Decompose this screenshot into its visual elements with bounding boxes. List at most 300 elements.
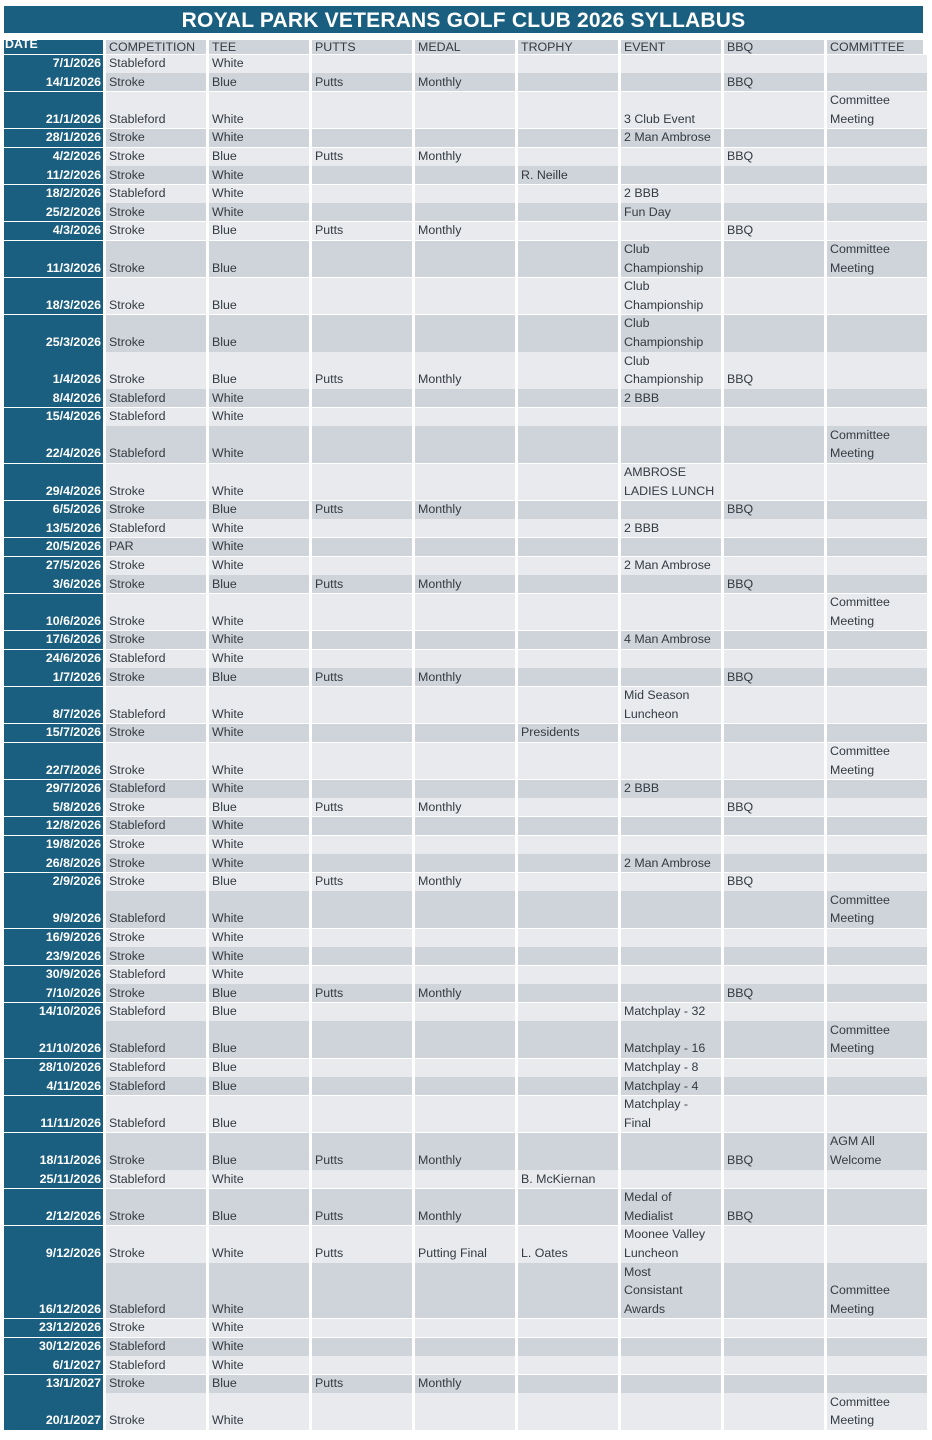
cell-trophy[interactable] — [518, 594, 618, 631]
cell-putts[interactable] — [312, 1319, 412, 1337]
cell-putts[interactable] — [312, 1170, 412, 1188]
cell-bbq[interactable] — [724, 278, 824, 315]
cell-medal[interactable] — [415, 631, 515, 649]
cell-event[interactable] — [621, 92, 721, 129]
cell-committee[interactable] — [827, 278, 927, 315]
cell-event[interactable] — [621, 724, 721, 742]
cell-bbq[interactable] — [724, 966, 824, 984]
cell-competition[interactable] — [106, 464, 206, 501]
cell-competition[interactable] — [106, 873, 206, 891]
cell-tee[interactable] — [209, 315, 309, 352]
cell-event[interactable] — [621, 1263, 721, 1318]
cell-date[interactable] — [4, 185, 103, 203]
cell-bbq[interactable] — [724, 1077, 824, 1095]
cell-trophy[interactable] — [518, 241, 618, 278]
cell-putts[interactable] — [312, 687, 412, 724]
cell-event[interactable] — [621, 278, 721, 315]
cell-trophy[interactable] — [518, 166, 618, 184]
cell-trophy[interactable] — [518, 873, 618, 891]
cell-medal[interactable] — [415, 594, 515, 631]
cell-event[interactable] — [621, 241, 721, 278]
cell-bbq[interactable] — [724, 1356, 824, 1374]
cell-competition[interactable] — [106, 408, 206, 426]
cell-event[interactable] — [621, 1393, 721, 1430]
cell-medal[interactable] — [415, 947, 515, 965]
cell-medal[interactable] — [415, 1356, 515, 1374]
cell-competition[interactable] — [106, 1096, 206, 1133]
cell-trophy[interactable] — [518, 389, 618, 407]
cell-trophy[interactable] — [518, 352, 618, 389]
cell-competition[interactable] — [106, 594, 206, 631]
cell-event[interactable] — [621, 1226, 721, 1263]
cell-event[interactable] — [621, 929, 721, 947]
cell-trophy[interactable] — [518, 631, 618, 649]
cell-committee[interactable] — [827, 668, 927, 686]
cell-date[interactable] — [4, 1375, 103, 1393]
cell-putts[interactable] — [312, 631, 412, 649]
cell-date[interactable] — [4, 668, 103, 686]
cell-trophy[interactable] — [518, 817, 618, 835]
cell-tee[interactable] — [209, 929, 309, 947]
cell-competition[interactable] — [106, 1226, 206, 1263]
cell-putts[interactable] — [312, 1096, 412, 1133]
cell-tee[interactable] — [209, 780, 309, 798]
cell-committee[interactable] — [827, 1263, 927, 1318]
cell-trophy[interactable] — [518, 668, 618, 686]
cell-tee[interactable] — [209, 1059, 309, 1077]
cell-competition[interactable] — [106, 1170, 206, 1188]
cell-medal[interactable] — [415, 73, 515, 91]
cell-tee[interactable] — [209, 1133, 309, 1170]
cell-tee[interactable] — [209, 538, 309, 556]
cell-date[interactable] — [4, 73, 103, 91]
cell-tee[interactable] — [209, 873, 309, 891]
cell-tee[interactable] — [209, 1096, 309, 1133]
cell-tee[interactable] — [209, 1003, 309, 1021]
cell-putts[interactable] — [312, 594, 412, 631]
cell-tee[interactable] — [209, 1226, 309, 1263]
cell-committee[interactable] — [827, 148, 927, 166]
cell-date[interactable] — [4, 873, 103, 891]
cell-bbq[interactable] — [724, 854, 824, 872]
cell-tee[interactable] — [209, 817, 309, 835]
cell-trophy[interactable] — [518, 148, 618, 166]
cell-bbq[interactable] — [724, 203, 824, 221]
cell-event[interactable] — [621, 1021, 721, 1058]
cell-event[interactable] — [621, 185, 721, 203]
cell-tee[interactable] — [209, 203, 309, 221]
cell-putts[interactable] — [312, 185, 412, 203]
cell-competition[interactable] — [106, 519, 206, 537]
cell-bbq[interactable] — [724, 519, 824, 537]
cell-date[interactable] — [4, 780, 103, 798]
cell-tee[interactable] — [209, 947, 309, 965]
cell-trophy[interactable] — [518, 929, 618, 947]
cell-medal[interactable] — [415, 352, 515, 389]
cell-date[interactable] — [4, 519, 103, 537]
cell-date[interactable] — [4, 1338, 103, 1356]
cell-tee[interactable] — [209, 185, 309, 203]
cell-competition[interactable] — [106, 148, 206, 166]
cell-date[interactable] — [4, 389, 103, 407]
cell-putts[interactable] — [312, 854, 412, 872]
cell-tee[interactable] — [209, 129, 309, 147]
cell-committee[interactable] — [827, 1375, 927, 1393]
cell-competition[interactable] — [106, 724, 206, 742]
cell-bbq[interactable] — [724, 73, 824, 91]
cell-committee[interactable] — [827, 1226, 927, 1263]
cell-tee[interactable] — [209, 92, 309, 129]
column-header-putts[interactable]: PUTTS — [312, 40, 412, 54]
cell-competition[interactable] — [106, 854, 206, 872]
cell-committee[interactable] — [827, 389, 927, 407]
cell-date[interactable] — [4, 222, 103, 240]
cell-committee[interactable] — [827, 780, 927, 798]
cell-trophy[interactable] — [518, 854, 618, 872]
cell-medal[interactable] — [415, 817, 515, 835]
cell-medal[interactable] — [415, 278, 515, 315]
cell-trophy[interactable] — [518, 798, 618, 816]
cell-date[interactable] — [4, 1021, 103, 1058]
cell-tee[interactable] — [209, 166, 309, 184]
cell-trophy[interactable] — [518, 1226, 618, 1263]
cell-trophy[interactable] — [518, 92, 618, 129]
cell-putts[interactable] — [312, 984, 412, 1002]
cell-committee[interactable] — [827, 166, 927, 184]
cell-trophy[interactable] — [518, 408, 618, 426]
cell-event[interactable] — [621, 148, 721, 166]
cell-competition[interactable] — [106, 631, 206, 649]
cell-committee[interactable] — [827, 836, 927, 854]
cell-bbq[interactable] — [724, 575, 824, 593]
cell-competition[interactable] — [106, 185, 206, 203]
cell-tee[interactable] — [209, 594, 309, 631]
cell-trophy[interactable] — [518, 984, 618, 1002]
cell-event[interactable] — [621, 966, 721, 984]
cell-event[interactable] — [621, 538, 721, 556]
cell-medal[interactable] — [415, 315, 515, 352]
cell-competition[interactable] — [106, 984, 206, 1002]
cell-event[interactable] — [621, 222, 721, 240]
cell-trophy[interactable] — [518, 1133, 618, 1170]
cell-competition[interactable] — [106, 798, 206, 816]
cell-date[interactable] — [4, 166, 103, 184]
cell-committee[interactable] — [827, 798, 927, 816]
cell-event[interactable] — [621, 1319, 721, 1337]
cell-date[interactable] — [4, 203, 103, 221]
cell-event[interactable] — [621, 1375, 721, 1393]
cell-putts[interactable] — [312, 73, 412, 91]
cell-trophy[interactable] — [518, 557, 618, 575]
cell-bbq[interactable] — [724, 798, 824, 816]
cell-tee[interactable] — [209, 984, 309, 1002]
cell-date[interactable] — [4, 1170, 103, 1188]
cell-competition[interactable] — [106, 501, 206, 519]
cell-putts[interactable] — [312, 650, 412, 668]
cell-competition[interactable] — [106, 966, 206, 984]
cell-competition[interactable] — [106, 73, 206, 91]
cell-date[interactable] — [4, 1226, 103, 1263]
cell-medal[interactable] — [415, 1133, 515, 1170]
cell-putts[interactable] — [312, 966, 412, 984]
cell-date[interactable] — [4, 1319, 103, 1337]
cell-event[interactable] — [621, 947, 721, 965]
cell-tee[interactable] — [209, 1189, 309, 1226]
cell-committee[interactable] — [827, 1059, 927, 1077]
cell-committee[interactable] — [827, 464, 927, 501]
cell-medal[interactable] — [415, 650, 515, 668]
cell-committee[interactable] — [827, 743, 927, 780]
cell-bbq[interactable] — [724, 1393, 824, 1430]
cell-bbq[interactable] — [724, 464, 824, 501]
cell-date[interactable] — [4, 1189, 103, 1226]
cell-bbq[interactable] — [724, 1170, 824, 1188]
cell-trophy[interactable] — [518, 203, 618, 221]
cell-committee[interactable] — [827, 1319, 927, 1337]
cell-putts[interactable] — [312, 1393, 412, 1430]
cell-competition[interactable] — [106, 538, 206, 556]
cell-tee[interactable] — [209, 408, 309, 426]
cell-date[interactable] — [4, 743, 103, 780]
cell-event[interactable] — [621, 1338, 721, 1356]
cell-date[interactable] — [4, 1356, 103, 1374]
cell-medal[interactable] — [415, 743, 515, 780]
cell-putts[interactable] — [312, 947, 412, 965]
cell-competition[interactable] — [106, 668, 206, 686]
cell-committee[interactable] — [827, 817, 927, 835]
cell-trophy[interactable] — [518, 464, 618, 501]
cell-date[interactable] — [4, 315, 103, 352]
cell-date[interactable] — [4, 947, 103, 965]
cell-putts[interactable] — [312, 1003, 412, 1021]
cell-date[interactable] — [4, 631, 103, 649]
cell-event[interactable] — [621, 687, 721, 724]
cell-putts[interactable] — [312, 389, 412, 407]
cell-medal[interactable] — [415, 1375, 515, 1393]
cell-committee[interactable] — [827, 557, 927, 575]
cell-medal[interactable] — [415, 185, 515, 203]
cell-date[interactable] — [4, 1059, 103, 1077]
cell-putts[interactable] — [312, 1059, 412, 1077]
cell-competition[interactable] — [106, 1059, 206, 1077]
cell-putts[interactable] — [312, 780, 412, 798]
cell-bbq[interactable] — [724, 148, 824, 166]
cell-trophy[interactable] — [518, 743, 618, 780]
cell-committee[interactable] — [827, 519, 927, 537]
cell-medal[interactable] — [415, 1393, 515, 1430]
cell-medal[interactable] — [415, 1170, 515, 1188]
cell-bbq[interactable] — [724, 1375, 824, 1393]
cell-medal[interactable] — [415, 1096, 515, 1133]
cell-date[interactable] — [4, 724, 103, 742]
cell-event[interactable] — [621, 575, 721, 593]
cell-date[interactable] — [4, 92, 103, 129]
cell-date[interactable] — [4, 1077, 103, 1095]
cell-putts[interactable] — [312, 873, 412, 891]
cell-competition[interactable] — [106, 1319, 206, 1337]
cell-competition[interactable] — [106, 1338, 206, 1356]
cell-event[interactable] — [621, 873, 721, 891]
cell-medal[interactable] — [415, 166, 515, 184]
cell-tee[interactable] — [209, 743, 309, 780]
cell-tee[interactable] — [209, 1263, 309, 1318]
cell-competition[interactable] — [106, 352, 206, 389]
cell-competition[interactable] — [106, 1077, 206, 1095]
cell-putts[interactable] — [312, 1189, 412, 1226]
cell-medal[interactable] — [415, 575, 515, 593]
cell-competition[interactable] — [106, 203, 206, 221]
cell-tee[interactable] — [209, 241, 309, 278]
cell-tee[interactable] — [209, 1021, 309, 1058]
cell-date[interactable] — [4, 501, 103, 519]
cell-event[interactable] — [621, 315, 721, 352]
cell-bbq[interactable] — [724, 538, 824, 556]
cell-committee[interactable] — [827, 315, 927, 352]
cell-trophy[interactable] — [518, 519, 618, 537]
cell-trophy[interactable] — [518, 1189, 618, 1226]
cell-date[interactable] — [4, 1263, 103, 1318]
cell-medal[interactable] — [415, 464, 515, 501]
cell-medal[interactable] — [415, 55, 515, 73]
cell-competition[interactable] — [106, 650, 206, 668]
cell-medal[interactable] — [415, 408, 515, 426]
cell-committee[interactable] — [827, 185, 927, 203]
cell-tee[interactable] — [209, 836, 309, 854]
cell-committee[interactable] — [827, 129, 927, 147]
cell-bbq[interactable] — [724, 557, 824, 575]
cell-medal[interactable] — [415, 538, 515, 556]
cell-trophy[interactable] — [518, 278, 618, 315]
cell-bbq[interactable] — [724, 650, 824, 668]
cell-putts[interactable] — [312, 55, 412, 73]
cell-competition[interactable] — [106, 557, 206, 575]
cell-committee[interactable] — [827, 352, 927, 389]
cell-committee[interactable] — [827, 1077, 927, 1095]
cell-date[interactable] — [4, 538, 103, 556]
cell-committee[interactable] — [827, 241, 927, 278]
cell-event[interactable] — [621, 408, 721, 426]
cell-tee[interactable] — [209, 73, 309, 91]
cell-putts[interactable] — [312, 1263, 412, 1318]
cell-bbq[interactable] — [724, 129, 824, 147]
cell-tee[interactable] — [209, 724, 309, 742]
cell-tee[interactable] — [209, 1375, 309, 1393]
cell-date[interactable] — [4, 1133, 103, 1170]
cell-medal[interactable] — [415, 780, 515, 798]
cell-putts[interactable] — [312, 203, 412, 221]
cell-putts[interactable] — [312, 929, 412, 947]
cell-trophy[interactable] — [518, 55, 618, 73]
cell-event[interactable] — [621, 557, 721, 575]
cell-bbq[interactable] — [724, 724, 824, 742]
cell-committee[interactable] — [827, 1189, 927, 1226]
cell-event[interactable] — [621, 1077, 721, 1095]
cell-bbq[interactable] — [724, 1059, 824, 1077]
cell-putts[interactable] — [312, 891, 412, 928]
cell-trophy[interactable] — [518, 1393, 618, 1430]
cell-competition[interactable] — [106, 55, 206, 73]
cell-event[interactable] — [621, 743, 721, 780]
cell-competition[interactable] — [106, 166, 206, 184]
cell-medal[interactable] — [415, 1077, 515, 1095]
cell-committee[interactable] — [827, 966, 927, 984]
cell-bbq[interactable] — [724, 92, 824, 129]
cell-committee[interactable] — [827, 92, 927, 129]
cell-bbq[interactable] — [724, 947, 824, 965]
cell-tee[interactable] — [209, 1338, 309, 1356]
cell-competition[interactable] — [106, 1375, 206, 1393]
cell-event[interactable] — [621, 1189, 721, 1226]
cell-bbq[interactable] — [724, 1226, 824, 1263]
cell-putts[interactable] — [312, 519, 412, 537]
cell-bbq[interactable] — [724, 352, 824, 389]
cell-bbq[interactable] — [724, 166, 824, 184]
cell-committee[interactable] — [827, 1170, 927, 1188]
cell-medal[interactable] — [415, 501, 515, 519]
cell-trophy[interactable] — [518, 1077, 618, 1095]
cell-tee[interactable] — [209, 798, 309, 816]
cell-committee[interactable] — [827, 891, 927, 928]
cell-competition[interactable] — [106, 222, 206, 240]
cell-committee[interactable] — [827, 724, 927, 742]
cell-date[interactable] — [4, 798, 103, 816]
cell-date[interactable] — [4, 1096, 103, 1133]
cell-tee[interactable] — [209, 389, 309, 407]
cell-bbq[interactable] — [724, 408, 824, 426]
cell-bbq[interactable] — [724, 891, 824, 928]
cell-tee[interactable] — [209, 650, 309, 668]
cell-committee[interactable] — [827, 873, 927, 891]
cell-trophy[interactable] — [518, 891, 618, 928]
cell-putts[interactable] — [312, 426, 412, 463]
cell-date[interactable] — [4, 575, 103, 593]
cell-event[interactable] — [621, 519, 721, 537]
cell-medal[interactable] — [415, 966, 515, 984]
cell-committee[interactable] — [827, 426, 927, 463]
cell-bbq[interactable] — [724, 631, 824, 649]
cell-bbq[interactable] — [724, 1338, 824, 1356]
cell-putts[interactable] — [312, 1375, 412, 1393]
column-header-competition[interactable]: COMPETITION — [106, 40, 206, 54]
cell-bbq[interactable] — [724, 501, 824, 519]
cell-committee[interactable] — [827, 501, 927, 519]
cell-putts[interactable] — [312, 1133, 412, 1170]
cell-committee[interactable] — [827, 222, 927, 240]
cell-competition[interactable] — [106, 315, 206, 352]
cell-medal[interactable] — [415, 873, 515, 891]
cell-tee[interactable] — [209, 891, 309, 928]
cell-medal[interactable] — [415, 389, 515, 407]
cell-event[interactable] — [621, 1356, 721, 1374]
cell-competition[interactable] — [106, 891, 206, 928]
cell-medal[interactable] — [415, 929, 515, 947]
cell-bbq[interactable] — [724, 984, 824, 1002]
cell-medal[interactable] — [415, 1226, 515, 1263]
cell-bbq[interactable] — [724, 426, 824, 463]
cell-trophy[interactable] — [518, 1338, 618, 1356]
column-header-committee[interactable]: COMMITTEE — [827, 40, 923, 54]
cell-putts[interactable] — [312, 836, 412, 854]
cell-date[interactable] — [4, 278, 103, 315]
cell-date[interactable] — [4, 891, 103, 928]
cell-tee[interactable] — [209, 278, 309, 315]
cell-medal[interactable] — [415, 222, 515, 240]
cell-medal[interactable] — [415, 203, 515, 221]
cell-putts[interactable] — [312, 222, 412, 240]
cell-bbq[interactable] — [724, 836, 824, 854]
cell-committee[interactable] — [827, 1393, 927, 1430]
cell-date[interactable] — [4, 55, 103, 73]
